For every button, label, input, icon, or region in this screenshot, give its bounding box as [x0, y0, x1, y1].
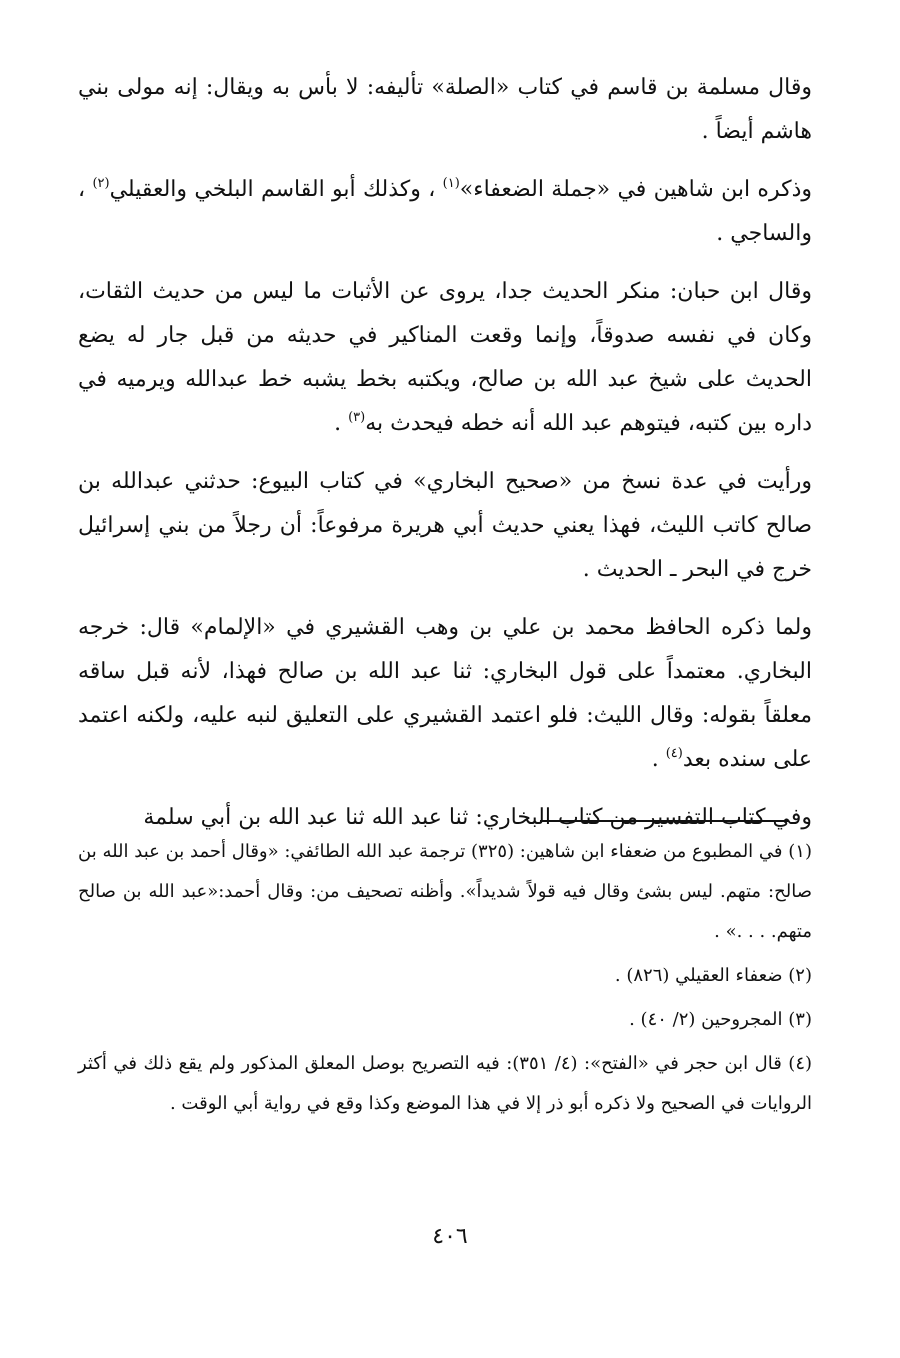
footnote-text: قال ابن حجر في «الفتح»: (٤/ ٣٥١): فيه التصريح بوصل المعلق المذكور ولم يقع ذلك في أكثر الروايات في الصحيح ولا ذكره أبو ذر إلا في هذا الموضع وكذا وقع في رواية أبي الوقت .	[78, 1053, 812, 1114]
footnote-text: في المطبوع من ضعفاء ابن شاهين: (٣٢٥) ترجمة عبد الله الطائفي: «وقال أحمد بن عبد الله بن صالح: متهم. ليس بشئ وقال فيه قولاً شديداً». وأظنه تصحيف من: وقال أحمد:«عبد الله بن صالح متهم. . . .» .	[78, 841, 812, 942]
footnote-4	[78, 1044, 812, 1124]
footnote-text: المجروحين (٢/ ٤٠) .	[629, 1009, 783, 1030]
footnote-number: (٣)	[788, 1009, 812, 1030]
footnote-ref-3[interactable]: (٣)	[348, 410, 366, 425]
paragraph-text: .	[651, 747, 659, 772]
footnote-ref-4[interactable]: (٤)	[665, 746, 683, 761]
footnote-2	[78, 956, 812, 996]
paragraph-5	[78, 606, 812, 782]
footnote-number: (١)	[788, 841, 812, 862]
paragraph-text: ورأيت في عدة نسخ من «صحيح البخاري» في كتاب البيوع: حدثني عبدالله بن صالح كاتب الليث، فهذا يعني حديث أبي هريرة مرفوعاً: أن رجلاً من بني إسرائيل خرج في البحر ـ الحديث .	[78, 469, 812, 582]
footnote-1	[78, 832, 812, 952]
paragraph-text: ، والساجي .	[78, 177, 812, 246]
paragraph-1	[78, 66, 812, 154]
footnote-ref-1[interactable]: (١)	[442, 176, 460, 191]
paragraph-text: وذكره ابن شاهين في «جملة الضعفاء»	[459, 177, 812, 202]
footnote-text: ضعفاء العقيلي (٨٢٦) .	[614, 965, 783, 986]
footnotes	[78, 832, 812, 1128]
footnote-number: (٤)	[788, 1053, 813, 1074]
paragraph-text: وقال مسلمة بن قاسم في كتاب «الصلة» تأليفه: لا بأس به ويقال: إنه مولى بني هاشم أيضاً .	[78, 75, 812, 144]
paragraph-2	[78, 168, 812, 256]
paragraph-text: وقال ابن حبان: منكر الحديث جدا، يروى عن الأثبات ما ليس من حديث الثقات، وكان في نفسه صدوقاً، وإنما وقعت المناكير في حديثه من قبل جار له يضع الحديث على شيخ عبد الله بن صالح، ويكتبه بخط يشبه خط عبدالله ويرميه في داره بين كتبه، فيتوهم عبد الله أنه خطه فيحدث به	[78, 279, 812, 436]
footnote-number: (٢)	[788, 965, 812, 986]
paragraph-text: .	[334, 411, 342, 436]
page-number: ٤٠٦	[432, 1224, 468, 1249]
paragraph-text: ولما ذكره الحافظ محمد بن علي بن وهب القشيري في «الإلمام» قال: خرجه البخاري. معتمداً على قول البخاري: ثنا عبد الله بن صالح فهذا، لأنه قبل ساقه معلقاً بقوله: وقال الليث: فلو اعتمد القشيري على التعليق لنبه عليه، ولكنه اعتمد على سنده بعد	[78, 615, 812, 772]
footnote-ref-2[interactable]: (٢)	[92, 176, 110, 191]
paragraph-text: وفي كتاب التفسير من كتاب البخاري: ثنا عبد الله ثنا عبد الله بن أبي سلمة	[143, 805, 812, 830]
paragraph-3	[78, 270, 812, 446]
main-text	[78, 66, 812, 854]
footnote-3	[78, 1000, 812, 1040]
paragraph-text: ، وكذلك أبو القاسم البلخي والعقيلي	[109, 177, 436, 202]
footnote-divider	[540, 820, 788, 822]
paragraph-4	[78, 460, 812, 592]
